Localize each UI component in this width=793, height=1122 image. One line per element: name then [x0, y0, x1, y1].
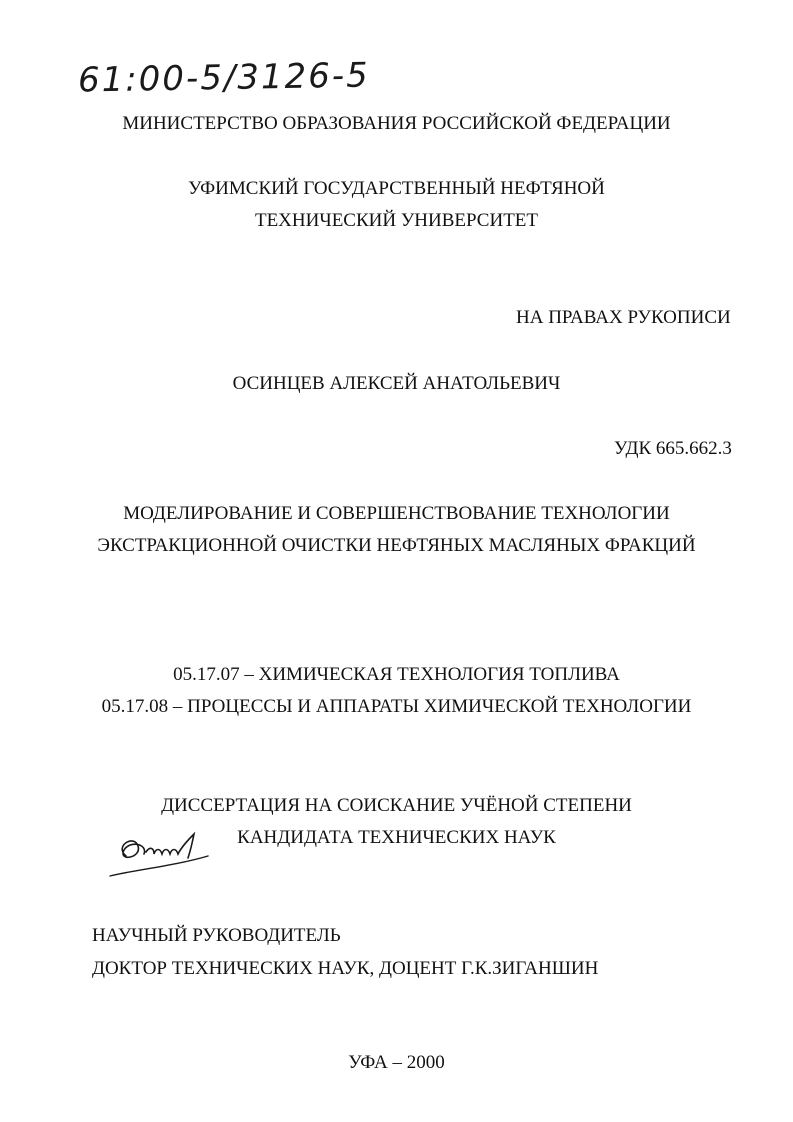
supervisor-label: НАУЧНЫЙ РУКОВОДИТЕЛЬ [92, 925, 341, 946]
title-line2: ЭКСТРАКЦИОННОЙ ОЧИСТКИ НЕФТЯНЫХ МАСЛЯНЫХ ФРАКЦИЙ [97, 535, 696, 556]
author-name: ОСИНЦЕВ АЛЕКСЕЙ АНАТОЛЬЕВИЧ [232, 373, 561, 394]
udc-code: УДК 665.662.3 [614, 438, 732, 459]
ministry-name: МИНИСТЕРСТВО ОБРАЗОВАНИЯ РОССИЙСКОЙ ФЕДЕРАЦИИ [122, 113, 671, 134]
supervisor-name: ДОКТОР ТЕХНИЧЕСКИХ НАУК, ДОЦЕНТ Г.К.ЗИГАНШИН [92, 958, 599, 979]
specialty-2: 05.17.08 – ПРОЦЕССЫ И АППАРАТЫ ХИМИЧЕСКОЙ ТЕХНОЛОГИИ [101, 696, 692, 717]
archive-code: 61:00-5/3126-5 [77, 55, 371, 101]
manuscript-rights: НА ПРАВАХ РУКОПИСИ [516, 307, 731, 328]
specialty-1: 05.17.07 – ХИМИЧЕСКАЯ ТЕХНОЛОГИЯ ТОПЛИВА [173, 664, 620, 685]
signature-icon [104, 826, 224, 888]
title-line1: МОДЕЛИРОВАНИЕ И СОВЕРШЕНСТВОВАНИЕ ТЕХНОЛОГИИ [123, 503, 670, 524]
degree-line2: КАНДИДАТА ТЕХНИЧЕСКИХ НАУК [237, 827, 556, 848]
university-name-line2: ТЕХНИЧЕСКИЙ УНИВЕРСИТЕТ [254, 210, 539, 231]
place-year: УФА – 2000 [348, 1052, 445, 1073]
university-name-line1: УФИМСКИЙ ГОСУДАРСТВЕННЫЙ НЕФТЯНОЙ [188, 178, 605, 199]
degree-line1: ДИССЕРТАЦИЯ НА СОИСКАНИЕ УЧЁНОЙ СТЕПЕНИ [161, 795, 632, 816]
